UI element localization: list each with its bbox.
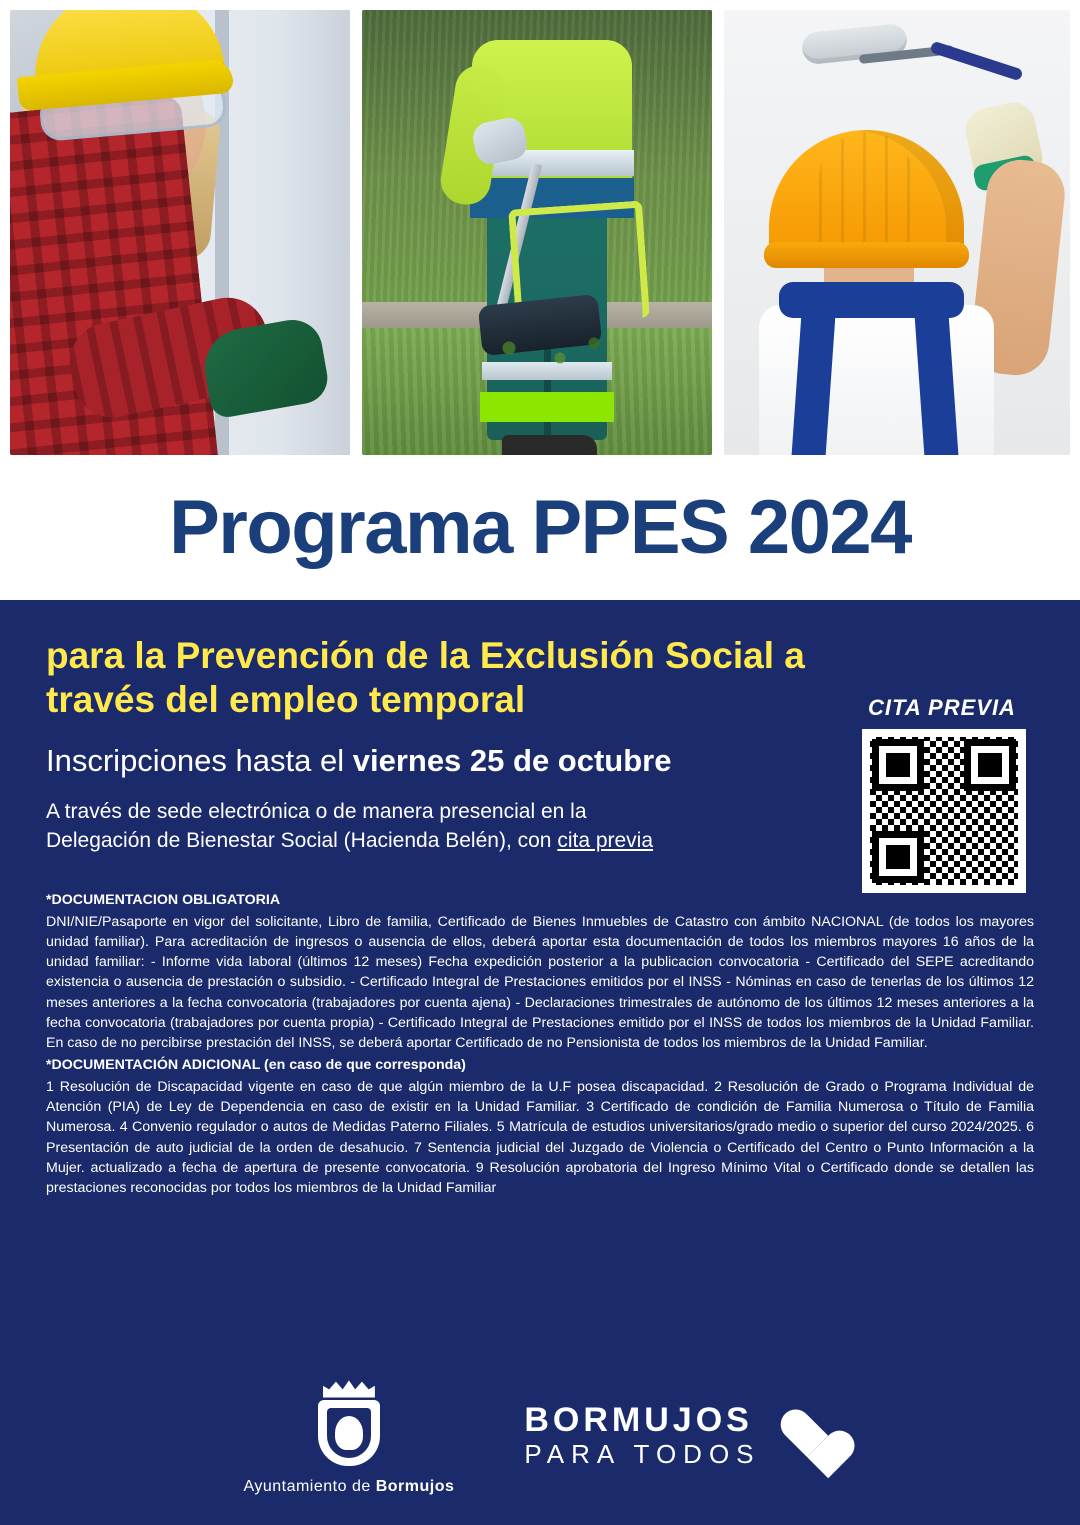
qr-finder-top-right (964, 739, 1016, 791)
qr-code[interactable] (862, 729, 1026, 893)
photo-strip (0, 0, 1080, 455)
hi-vis-cuff (480, 392, 614, 422)
additional-docs-body: 1 Resolución de Discapacidad vigente en caso de que algún miembro de la U.F posea discapacidad. 2 Resolución de Grado o Programa Individual de Atención (PIA) de Ley de Dependencia en caso de existir en la Unidad Familiar. 3 Certificado de condición de Familia Numerosa o Título de Familia Numerosa. 4 Convenio regulador o autos de Medidas Paterno Filiales. 5 Matrícula de estudios universitarios/grado medio o superior del curso 2024/2025. 6 Presentación de auto judicial de la orden de desahucio. 7 Sentencia judicial del Juzgado de Violencia o Certificado del Centro o Punto Información a la Mujer. actualizado a fecha de apertura de presente convocatoria. 9 Resolución aprobatoria del Ingreso Mínimo Vital o Certificado donde se detallen las prestaciones reconocidas por todos los miembros de la Unidad Familiar (46, 1079, 1034, 1196)
registration-deadline (46, 743, 836, 779)
painter-collar (779, 282, 964, 318)
footer (0, 1350, 1080, 1525)
title-band (0, 455, 1080, 600)
mandatory-docs-heading: *DOCUMENTACION OBLIGATORIA (46, 891, 281, 908)
registration-channels (46, 797, 806, 856)
heart-icon (779, 1411, 837, 1465)
deadline-prefix: Inscripciones hasta el (46, 743, 353, 779)
page-title: Programa PPES 2024 (169, 484, 911, 570)
crest-caption-town: Bormujos (375, 1477, 455, 1495)
coat-of-arms-icon (313, 1380, 385, 1466)
slogan-line1: BORMUJOS (524, 1400, 753, 1439)
channels-line1: A través de sede electrónica o de manera presencial en la (46, 799, 587, 823)
municipal-crest-block (243, 1380, 454, 1496)
crest-caption (243, 1478, 454, 1496)
channels-line2: Delegación de Bienestar Social (Hacienda Belén), con (46, 829, 558, 853)
cita-previa-link[interactable]: cita previa (557, 829, 654, 853)
hardhat-ridges (819, 132, 914, 242)
documentation-section (46, 890, 1034, 1198)
crest-caption-prefix: Ayuntamiento de (243, 1477, 376, 1495)
hardhat-brim (764, 242, 969, 268)
shield-icon (318, 1400, 380, 1466)
qr-block (862, 695, 1022, 893)
crown-icon (323, 1380, 375, 1398)
grass-clippings (458, 328, 628, 378)
qr-label: CITA PREVIA (868, 695, 1016, 720)
mandatory-docs-body: DNI/NIE/Pasaporte en vigor del solicitante, Libro de familia, Certificado de Bienes Inmuebles de Catastro con ámbito NACIONAL (de todos los mayores unidad familiar). Para acreditación de ingresos o ausencia de ellos, deberá aportar esta documentación de todos los miembros mayores 16 años de la unidad familiar: - Informe vida laboral (últimos 12 meses) Fecha expedición posterior a la publicacion convocatoria - Certificado del SEPE acreditando existencia o ausencia de prestación o subsidio. - Certificado Integral de Prestaciones emitidos por el INSS - Nóminas en caso de tenerlas de los últimos 12 meses anteriores a la fecha convocatoria (trabajadores por cuenta ajena) - Declaraciones trimestrales de autónomo de los últimos 12 meses anteriores a la fecha convocatoria (trabajadores por cuenta propia) - Certificado Integral de Prestaciones emitido por el INSS de todos los miembros de la Unidad Familiar. En caso de no percibirse prestación del INSS, se deberá aportar Certificado de no Pensionista de todos los miembros de la Unidad Familiar. (46, 913, 1034, 1051)
qr-finder-top-left (872, 739, 924, 791)
slogan-line2: PARA TODOS (524, 1438, 761, 1469)
photo-carpenter-woman-hardhat (10, 10, 350, 455)
safety-boot (502, 435, 597, 455)
photo-groundskeeper-grass-trimmer (362, 10, 712, 455)
additional-docs-heading: *DOCUMENTACIÓN ADICIONAL (en caso de que corresponda) (46, 1056, 466, 1073)
deadline-date: viernes 25 de octubre (352, 743, 672, 779)
headline-subtitle: para la Prevención de la Exclusión Social a través del empleo temporal (46, 635, 805, 720)
qr-finder-bottom-left (872, 831, 924, 883)
slogan-text (524, 1400, 761, 1472)
photo-painter-with-roller (724, 10, 1070, 455)
slogan-block (524, 1400, 836, 1472)
main-content-panel (0, 600, 1080, 1350)
